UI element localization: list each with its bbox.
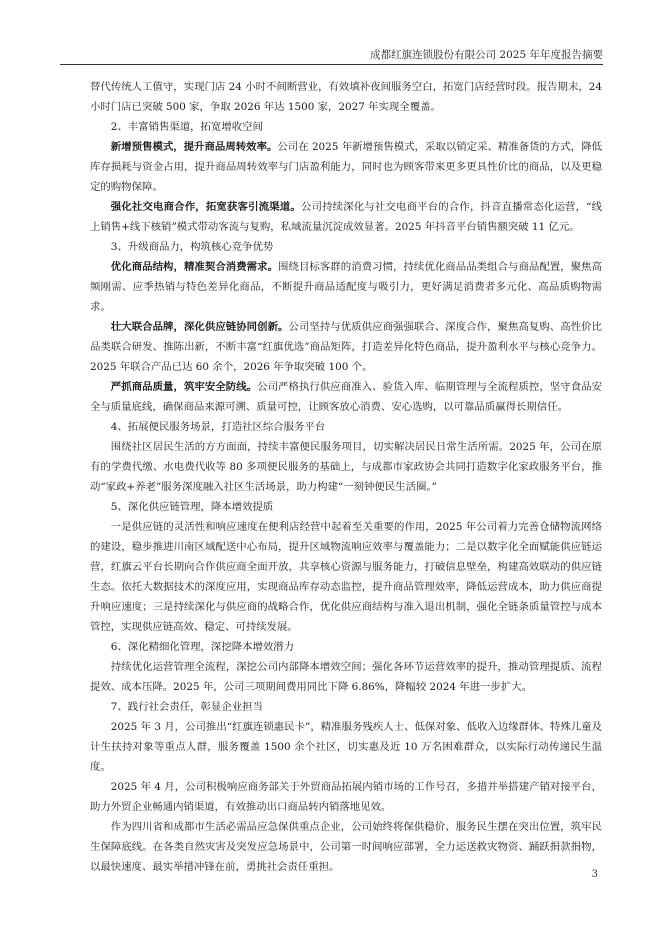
section-heading: 3、升级商品力，构筑核心竞争优势 [110, 241, 274, 253]
paragraph: 壮大联合品牌，深化供应链协同创新。公司坚持与优质供应商强强联合、深度合作，聚焦高复购、高性价比品类联合研发、推陈出新，不断丰富“红旗优选”商品矩阵，打造差异化特色商品，提升盈利水平与核心竞争力。2025 年联合产品已达 60 余个，2026 年争取突破 100 个。 [90, 321, 603, 373]
paragraph: 一是供应链的灵活性和响应速度在便利店经营中起着至关重要的作用，2025 年公司着力完善仓储物流网络的建设，稳步推进川南区域配送中心布局，提升区域物流响应效率与覆盖能力；二是以数字化全面赋能供应链运营，红旗云平台长期向合作供应商全面开放，共享核心资源与服务能力，打破信息壁垒，构建高效联动的供应链生态。依托大数据技术的深度应用，实现商品库存动态监控，提升商品管理效率，降低运营成本，助力供应商提升响应速度；三是持续深化与供应商的战略合作，优化供应商结构与准入退出机制，强化全链条质量管控与成本管控，实现供应链高效、稳定、可持续发展。 [90, 521, 602, 633]
paragraph: 2025 年 3 月，公司推出“红旗连锁惠民卡”，精准服务残疾人士、低保对象、低收入边缘群体、特殊儿童及计生扶持对象等重点人群，服务覆盖 1500 余个社区，切实惠及近 10 万名困难群众，以实际行动传递民生温度。 [90, 721, 602, 773]
header-title: 成都红旗连锁股份有限公司 2025 年年度报告摘要 [370, 49, 603, 61]
lead-phrase: 壮大联合品牌，深化供应链协同创新。 [110, 321, 289, 333]
section-heading: 5、深化供应链管理，降本增效提质 [110, 501, 274, 513]
paragraph: 新增预售模式，提升商品周转效率。公司在 2025 年新增预售模式，采取以销定采、精准备货的方式，降低库存损耗与资金占用，提升商品周转效率与门店盈利能力，同时也为顾客带来更多更具性价比的商品，以及更稳定的购物保障。 [90, 141, 602, 193]
body-text [90, 77, 602, 877]
section-heading: 4、拓展便民服务场景，打造社区综合服务平台 [110, 421, 326, 433]
lead-phrase: 强化社交电商合作，拓宽获客引流渠道。 [110, 201, 301, 213]
lead-phrase: 严抓商品质量，筑牢安全防线。 [110, 381, 258, 393]
paragraph: 严抓商品质量，筑牢安全防线。公司严格执行供应商准入、验货入库、临期管理与全流程质控，坚守食品安全与质量底线，确保商品来源可溯、质量可控，让顾客放心消费、安心选购，以可靠品质赢得长期信任。 [90, 381, 603, 413]
paragraph: 替代传统人工值守，实现门店 24 小时不间断营业，有效填补夜间服务空白，拓宽门店经营时段。报告期末，24 小时门店已突破 500 家，争取 2026 年达 1500 家，2027 年实现全覆盖。 [90, 81, 602, 113]
paragraph: 优化商品结构，精准契合消费需求。围绕目标客群的消费习惯，持续优化商品品类组合与商品配置，聚焦高频刚需、应季热销与特色差异化商品，不断提升商品适配度与吸引力，更好满足消费者多元化、高品质购物需求。 [90, 261, 603, 313]
header-rule [60, 64, 603, 65]
paragraph: 围绕社区居民生活的方方面面，持续丰富便民服务项目，切实解决居民日常生活所需。2025 年，公司在原有的学费代缴、水电费代收等 80 多项便民服务的基础上，与成都市家政协会共同打造数字化家政服务平台，推动“家政+养老”服务深度融入社区生活场景，助力构建“一刻钟便民生活圈。” [90, 441, 602, 493]
section-heading: 6、深化精细化管理，深挖降本增效潜力 [110, 641, 295, 653]
page-header [60, 48, 603, 68]
lead-phrase: 新增预售模式，提升商品周转效率。 [110, 141, 278, 153]
paragraph: 强化社交电商合作，拓宽获客引流渠道。公司持续深化与社交电商平台的合作，抖音直播常态化运营，“线上销售+线下核销”模式带动客流与复购，私域流量沉淀成效显著。2025 年抖音平台销售额突破 11 亿元。 [90, 201, 603, 233]
paragraph: 2025 年 4 月，公司积极响应商务部关于外贸商品拓展内销市场的工作号召，多措并举搭建产销对接平台，助力外贸企业畅通内销渠道，有效推动出口商品转内销落地见效。 [90, 781, 602, 813]
section-heading: 7、践行社会责任，彰显企业担当 [110, 701, 263, 713]
page-number: 3 [591, 869, 598, 880]
lead-phrase: 优化商品结构，精准契合消费需求。 [110, 261, 279, 273]
section-heading: 2、丰富销售渠道，拓宽增收空间 [110, 121, 263, 133]
paragraph: 持续优化运营管理全流程，深挖公司内部降本增效空间；强化各环节运营效率的提升，推动管理提质、流程提效、成本压降。2025 年，公司三项期间费用同比下降 6.86%，降幅较 2024 年进一步扩大。 [90, 661, 602, 693]
paragraph: 作为四川省和成都市生活必需品应急保供重点企业，公司始终将保供稳价、服务民生摆在突出位置，筑牢民生保障底线。在各类自然灾害及突发应急场景中，公司第一时间响应部署，全力运送救灾物资、踊跃捐款捐物，以最快速度、最实举措冲锋在前，勇挑社会责任重担。 [90, 821, 602, 873]
